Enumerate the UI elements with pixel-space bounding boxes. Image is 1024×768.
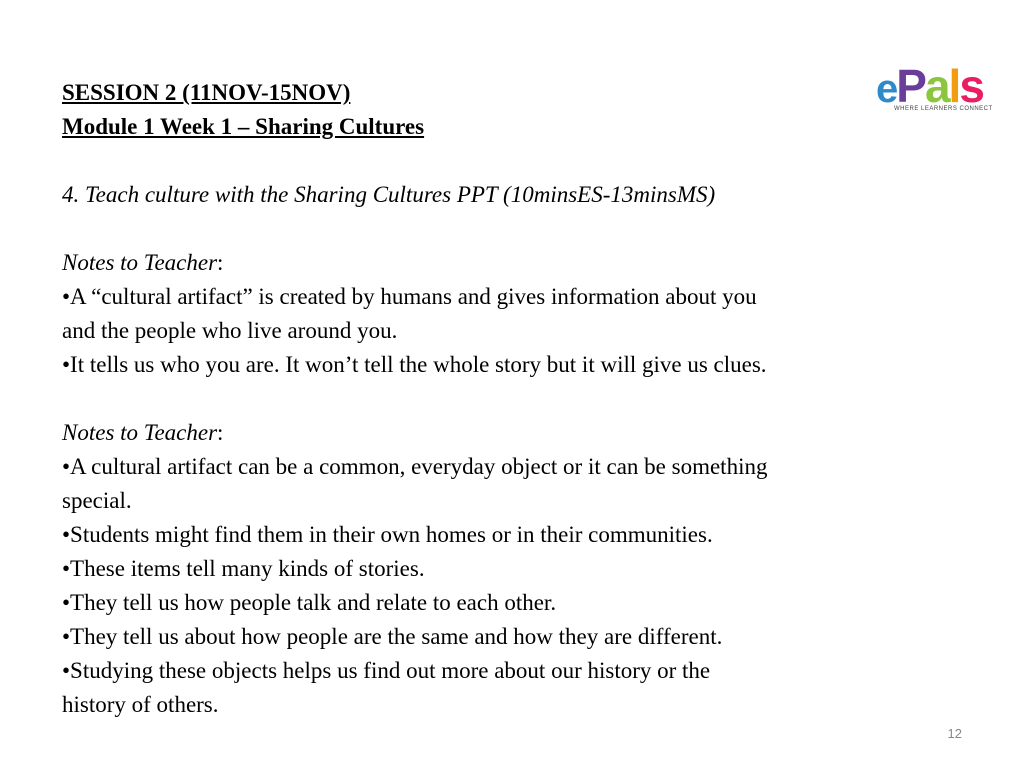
logo-letter-l: l bbox=[948, 60, 960, 112]
notes2-line: •They tell us how people talk and relate to each other. bbox=[62, 590, 557, 615]
notes2-line: •These items tell many kinds of stories. bbox=[62, 556, 425, 581]
logo-tagline: WHERE LEARNERS CONNECT bbox=[894, 106, 993, 112]
logo-letter-e: e bbox=[876, 67, 897, 111]
notes2-line: •A cultural artifact can be a common, everyday object or it can be something bbox=[62, 454, 768, 479]
module-title: Module 1 Week 1 – Sharing Cultures bbox=[62, 114, 425, 139]
notes1-line: and the people who live around you. bbox=[62, 318, 398, 343]
step-heading: 4. Teach culture with the Sharing Cultures PPT (10minsES-13minsMS) bbox=[62, 182, 716, 207]
logo-letter-p: P bbox=[896, 60, 925, 112]
notes2-line: •They tell us about how people are the same and how they are different. bbox=[62, 624, 723, 649]
notes1-line: •It tells us who you are. It won’t tell the whole story but it will give us clues. bbox=[62, 352, 767, 377]
notes1-line: •A “cultural artifact” is created by humans and gives information about you bbox=[62, 284, 757, 309]
logo-letter-s: s bbox=[959, 60, 983, 112]
notes2-line: history of others. bbox=[62, 692, 219, 717]
slide-content bbox=[62, 76, 962, 722]
notes-heading-2: Notes to Teacher: bbox=[62, 420, 224, 445]
notes2-line: •Studying these objects helps us find out more about our history or the bbox=[62, 658, 711, 683]
notes-label-1: Notes to Teacher bbox=[62, 250, 218, 275]
notes-label-2: Notes to Teacher bbox=[62, 420, 218, 445]
notes2-line: special. bbox=[62, 488, 132, 513]
logo-letter-a: a bbox=[924, 60, 949, 112]
notes-heading-1: Notes to Teacher: bbox=[62, 250, 224, 275]
notes2-line: •Students might find them in their own homes or in their communities. bbox=[62, 522, 713, 547]
session-title: SESSION 2 (11NOV-15NOV) bbox=[62, 80, 351, 105]
page-number: 12 bbox=[947, 726, 962, 741]
